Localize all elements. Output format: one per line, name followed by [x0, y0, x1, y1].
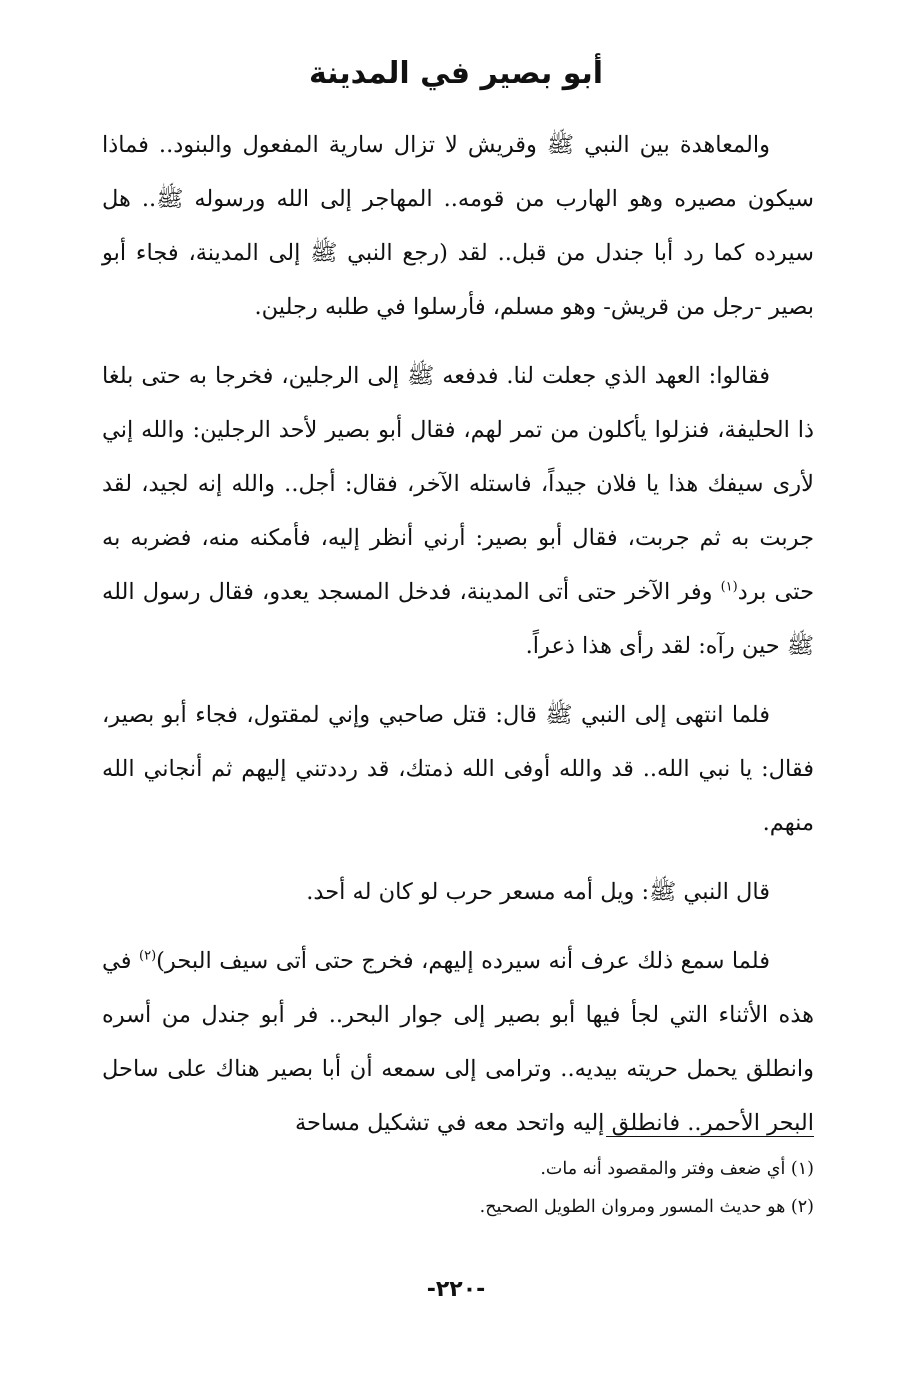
paragraph-text-cont: في هذه الأثناء التي لجأ فيها أبو بصير إلى جوار البحر.. فر أبو جندل من أسره وانطلق يحمل حريته بيديه.. وترامى إلى سمعه أن أبا بصير هناك على ساحل البحر الأحمر.. فانطلق إليه واتحد معه في تشكيل مساحة — [102, 948, 814, 1136]
footnote-divider — [606, 1136, 814, 1137]
footnotes — [102, 1150, 814, 1226]
footnote-ref-1: (١) — [720, 579, 738, 595]
main-text — [102, 118, 814, 1150]
paragraph-1 — [102, 118, 814, 334]
page-number: -٢٢٠- — [426, 1277, 486, 1302]
paragraph-text: والمعاهدة بين النبي ﷺ وقريش لا تزال سارية المفعول والبنود.. فماذا سيكون مصيره وهو الهارب من قومه.. المهاجر إلى الله ورسوله ﷺ.. هل سيرده كما رد أبا جندل من قبل.. لقد (رجع النبي ﷺ إلى المدينة، فجاء أبو بصير -رجل من قريش- وهو مسلم، فأرسلوا في طلبه رجلين. — [102, 132, 814, 320]
paragraph-text-cont: وفر الآخر حتى أتى المدينة، فدخل المسجد يعدو، فقال رسول الله ﷺ حين رآه: لقد رأى هذا ذعراً. — [102, 579, 814, 659]
footnote-1: (١) أي ضعف وفتر والمقصود أنه مات. — [540, 1159, 814, 1179]
paragraph-4 — [102, 865, 814, 919]
paragraph-3 — [102, 688, 814, 850]
paragraph-text: قال النبي ﷺ: ويل أمه مسعر حرب لو كان له أحد. — [306, 879, 770, 905]
footnote-ref-2: (٢) — [139, 948, 157, 964]
paragraph-text: فلما سمع ذلك عرف أنه سيرده إليهم، فخرج حتى أتى سيف البحر) — [156, 948, 770, 974]
paragraph-text: فقالوا: العهد الذي جعلت لنا. فدفعه ﷺ إلى الرجلين، فخرجا به حتى بلغا ذا الحليفة، فنزلوا يأكلون من تمر لهم، فقال أبو بصير لأحد الرجلين: والله إني لأرى سيفك هذا يا فلان جيداً، فاستله الآخر، فقال: أجل.. والله إنه لجيد، لقد جربت به ثم جربت، فقال أبو بصير: أرني أنظر إليه، فأمكنه منه، فضربه به حتى برد — [102, 363, 814, 605]
paragraph-text: فلما انتهى إلى النبي ﷺ قال: قتل صاحبي وإني لمقتول، فجاء أبو بصير، فقال: يا نبي الله.. قد والله أوفى الله ذمتك، قد رددتني إليهم ثم أنجاني الله منهم. — [102, 702, 814, 836]
page-title: أبو بصير في المدينة — [308, 56, 604, 91]
footnote-2: (٢) هو حديث المسور ومروان الطويل الصحيح. — [479, 1197, 814, 1217]
paragraph-5 — [102, 934, 814, 1150]
paragraph-2 — [102, 349, 814, 673]
